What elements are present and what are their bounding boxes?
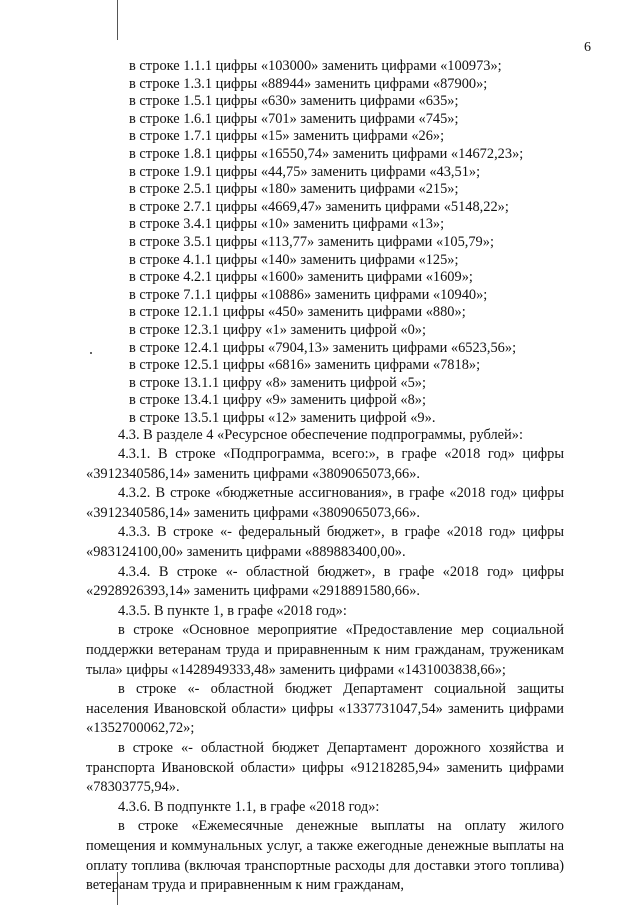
paragraph-4-3-3 (86, 523, 564, 562)
replacement-line: в строке 13.4.1 цифру «9» заменить цифрой «8»; (129, 392, 426, 409)
paragraph-text: в строке «Ежемесячные денежные выплаты на оплату жилого помещения и коммунальных услуг, а также ежегодные денежные выплаты на оплату топлива (включая транспортные расходы для доставки этого топлива) ветеранам труда и приравненным к ним гражданам, (86, 818, 564, 894)
paragraph-social-protection (86, 680, 564, 739)
replacement-line: в строке 4.1.1 цифры «140» заменить цифрами «125»; (129, 251, 459, 268)
replacement-line: в строке 2.7.1 цифры «4669,47» заменить цифрами «5148,22»; (129, 198, 509, 215)
paragraph-4-3-1 (86, 445, 564, 484)
replacement-line: в строке 1.6.1 цифры «701» заменить цифрами «745»; (129, 110, 459, 127)
paragraph-text: в строке «Основное мероприятие «Предоставление мер социальной поддержки ветеранам труда и приравненным к ним гражданам, труженикам тыла» цифры «1428949333,48» заменить цифрами «1431003838,66»; (86, 622, 564, 678)
paragraph-main-activity (86, 621, 564, 680)
paragraph-text: 4.3.2. В строке «бюджетные ассигнования», в графе «2018 год» цифры «3912340586,14» заменить цифрами «3809065073,66». (86, 485, 564, 521)
section-heading: 4.3. В разделе 4 «Ресурсное обеспечение подпрограммы, рублей»: (118, 427, 523, 444)
replacement-line: в строке 1.3.1 цифры «88944» заменить цифрами «87900»; (129, 75, 488, 92)
replacement-line: в строке 13.5.1 цифры «12» заменить цифрой «9». (129, 409, 436, 426)
paragraph-text: 4.3.1. В строке «Подпрограмма, всего:», в графе «2018 год» цифры «3912340586,14» заменить цифрами «3809065073,66». (86, 446, 564, 482)
replacement-line: в строке 4.2.1 цифры «1600» заменить цифрами «1609»; (129, 269, 473, 286)
paragraph-4-3-6 (86, 798, 564, 818)
paragraph-4-3-5 (86, 602, 564, 622)
paragraph-4-3-2 (86, 484, 564, 523)
paragraph-monthly-payments (86, 817, 564, 895)
paragraph-text: в строке «- областной бюджет Департамент социальной защиты населения Ивановской области» цифры «1337731047,54» заменить цифрами «1352700062,72»; (86, 681, 564, 737)
replacement-line: в строке 12.1.1 цифры «450» заменить цифрами «880»; (129, 304, 466, 321)
document-body (86, 58, 564, 896)
replacement-line: в строке 12.3.1 цифру «1» заменить цифрой «0»; (129, 321, 426, 338)
replacement-line: в строке 3.4.1 цифры «10» заменить цифрами «13»; (129, 216, 445, 233)
paragraph-text: 4.3.4. В строке «- областной бюджет», в графе «2018 год» цифры «2928926393,14» заменить цифрами «2918891580,66». (86, 563, 564, 600)
replacement-line: в строке 3.5.1 цифры «113,77» заменить цифрами «105,79»; (129, 233, 494, 250)
replacement-line: в строке 1.9.1 цифры «44,75» заменить цифрами «43,51»; (129, 163, 481, 180)
replacement-line: в строке 1.7.1 цифры «15» заменить цифрами «26»; (129, 128, 445, 145)
replacement-line: в строке 12.4.1 цифры «7904,13» заменить цифрами «6523,56»; (129, 339, 517, 356)
replacement-line: в строке 1.8.1 цифры «16550,74» заменить цифрами «14672,23»; (129, 145, 524, 162)
scan-margin-line (117, 0, 118, 40)
paragraph-text: 4.3.5. В пункте 1, в графе «2018 год»: (118, 602, 347, 619)
paragraph-4-3-4 (86, 563, 564, 602)
replacement-line: в строке 2.5.1 цифры «180» заменить цифрами «215»; (129, 181, 459, 198)
replacement-line: в строке 12.5.1 цифры «6816» заменить цифрами «7818»; (129, 357, 481, 374)
replacement-line: в строке 7.1.1 цифры «10886» заменить цифрами «10940»; (129, 286, 488, 303)
replacement-line: в строке 1.1.1 цифры «103000» заменить цифрами «100973»; (129, 58, 502, 74)
replacement-line: в строке 1.5.1 цифры «630» заменить цифрами «635»; (129, 93, 459, 110)
replacement-line: в строке 13.1.1 цифру «8» заменить цифрой «5»; (129, 374, 426, 391)
paragraph-text: в строке «- областной бюджет Департамент дорожного хозяйства и транспорта Ивановской области» цифры «91218285,94» заменить цифрами «78303775,94». (86, 739, 564, 796)
page-number: 6 (584, 40, 591, 55)
paragraph-road-transport (86, 739, 564, 798)
paragraph-text: 4.3.6. В подпункте 1.1, в графе «2018 год»: (118, 798, 380, 815)
paragraph-text: 4.3.3. В строке «- федеральный бюджет», в графе «2018 год» цифры «983124100,00» заменить цифрами «889883400,00». (86, 524, 564, 561)
